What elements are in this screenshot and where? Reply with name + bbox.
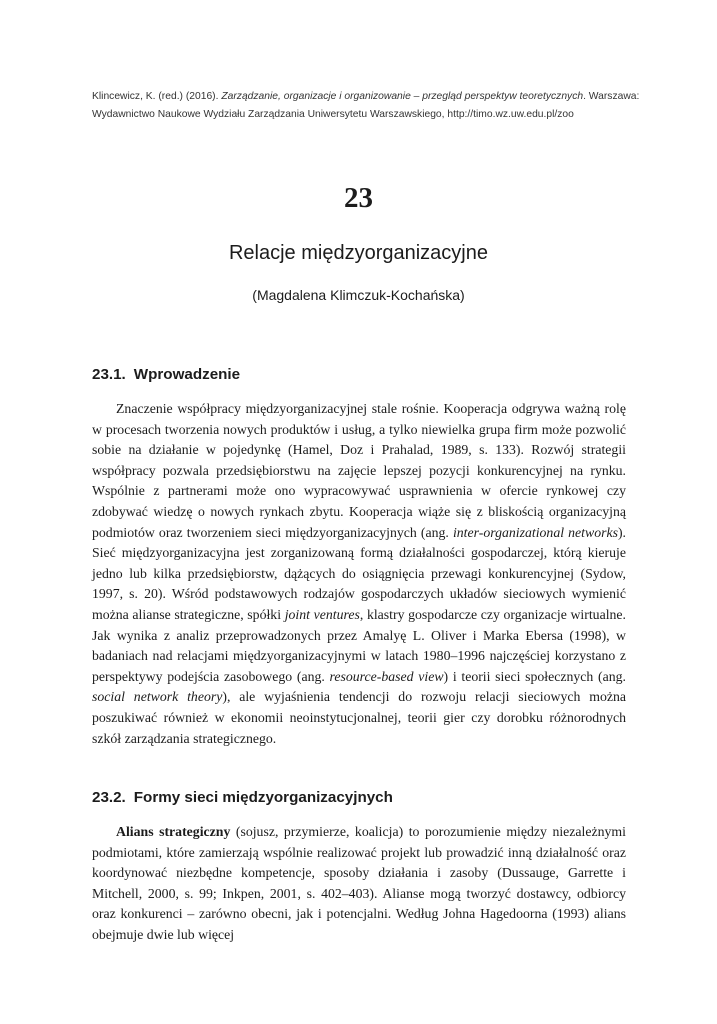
italic-term: inter-organizational networks — [452, 524, 618, 540]
text-run: (sojusz, przymierze, koalicja) to porozumienie między niezależnymi podmiotami, które zamierzają wspólnie realizować projekt lub prowadzić inną działalność oraz koordynować niezbędne kompetencje, sposoby działania i zasoby (Dussauge, Garrette i Mitchell, 2000, s. 99; Inkpen, 2001, s. 402–403). Alianse mogą tworzyć dostawcy, odbiorcy oraz konkurenci – zarówno obecni, jak i potencjalni. Według Johna Hagedoorna (1993) alians obejmuje dwie lub więcej — [92, 824, 626, 942]
text-run: , klastry gospodarcze czy organizacje wirtualne. Jak wynika z analiz przeprowadzonych przez Amalyę L. Oliver i Marka Ebersa (1998), w badaniach nad relacjami międzyorganizacyjnymi w latach 1980–1996 najczęściej korzystano z perspektywy podejścia zasobowego (ang. — [92, 606, 627, 684]
chapter-title: Relacje międzyorganizacyjne — [228, 242, 488, 264]
chapter-author: (Magdalena Klimczuk-Kochańska) — [252, 287, 465, 303]
italic-term: joint ventures — [284, 606, 360, 622]
section-heading-network-forms — [92, 786, 393, 810]
section-number: 23.2. — [92, 789, 126, 806]
citation-publisher: . Warszawa: Wydawnictwo Naukowe Wydziału Zarządzania Uniwersytetu Warszawskiego, http://timo.wz.uw.edu.pl/zoo — [92, 91, 640, 120]
section-heading-introduction — [92, 363, 240, 387]
bold-term: Alians strategiczny — [116, 824, 231, 839]
paragraph-network-forms — [92, 822, 626, 946]
text-run: ), ale wyjaśnienia tendencji do rozwoju relacji sieciowych można poszukiwać również w ekonomii neoinstytucjonalnej, teorii gier czy dorobku różnorodnych szkół zarządzania strategicznego. — [92, 689, 626, 746]
italic-term: social network theory — [92, 689, 223, 705]
text-run: ). Sieć międzyorganizacyjna jest zorganizowaną formą działalności gospodarczej, którą kieruje jedno lub kilka przedsiębiorstw, dążących do osiągnięcia przewagi konkurencyjnej (Sydow, 1997, s. 20). Wśród podstawowych rodzajów gospodarczych układów sieciowych wymienić można alianse strategiczne, spółki — [92, 524, 626, 622]
section-number: 23.1. — [92, 366, 126, 383]
citation-header — [92, 88, 640, 123]
section-title: Formy sieci międzyorganizacyjnych — [133, 789, 393, 806]
chapter-number: 23 — [344, 182, 373, 214]
paragraph-introduction — [92, 399, 626, 749]
italic-term: resource-based view — [329, 668, 444, 684]
citation-book-title: Zarządzanie, organizacje i organizowanie – przegląd perspektyw teoretycznych — [221, 91, 584, 102]
text-run: Znaczenie współpracy międzyorganizacyjnej stale rośnie. Kooperacja odgrywa ważną rolę w procesach tworzenia nowych produktów i usług, a tylko niewielka grupa firm może pozwolić sobie na działanie w pojedynkę (Hamel, Doz i Prahalad, 1989, s. 133). Rozwój strategii współpracy pozwala przedsiębiorstwu na zajęcie lepszej pozycji konkurencyjnej na rynku. Wspólnie z partnerami może ono wypracowywać usprawnienia w ofercie rynkowej czy zdobywać wiedzę o nowych rynkach zbytu. Kooperacja wiąże się z bliskością organizacyjną podmiotów oraz tworzeniem sieci międzyorganizacyjnych (ang. — [92, 401, 626, 540]
text-run: ) i teorii sieci społecznych (ang. — [443, 668, 626, 684]
citation-authors: Klincewicz, K. (red.) (2016). — [92, 91, 219, 102]
section-title: Wprowadzenie — [133, 366, 241, 383]
